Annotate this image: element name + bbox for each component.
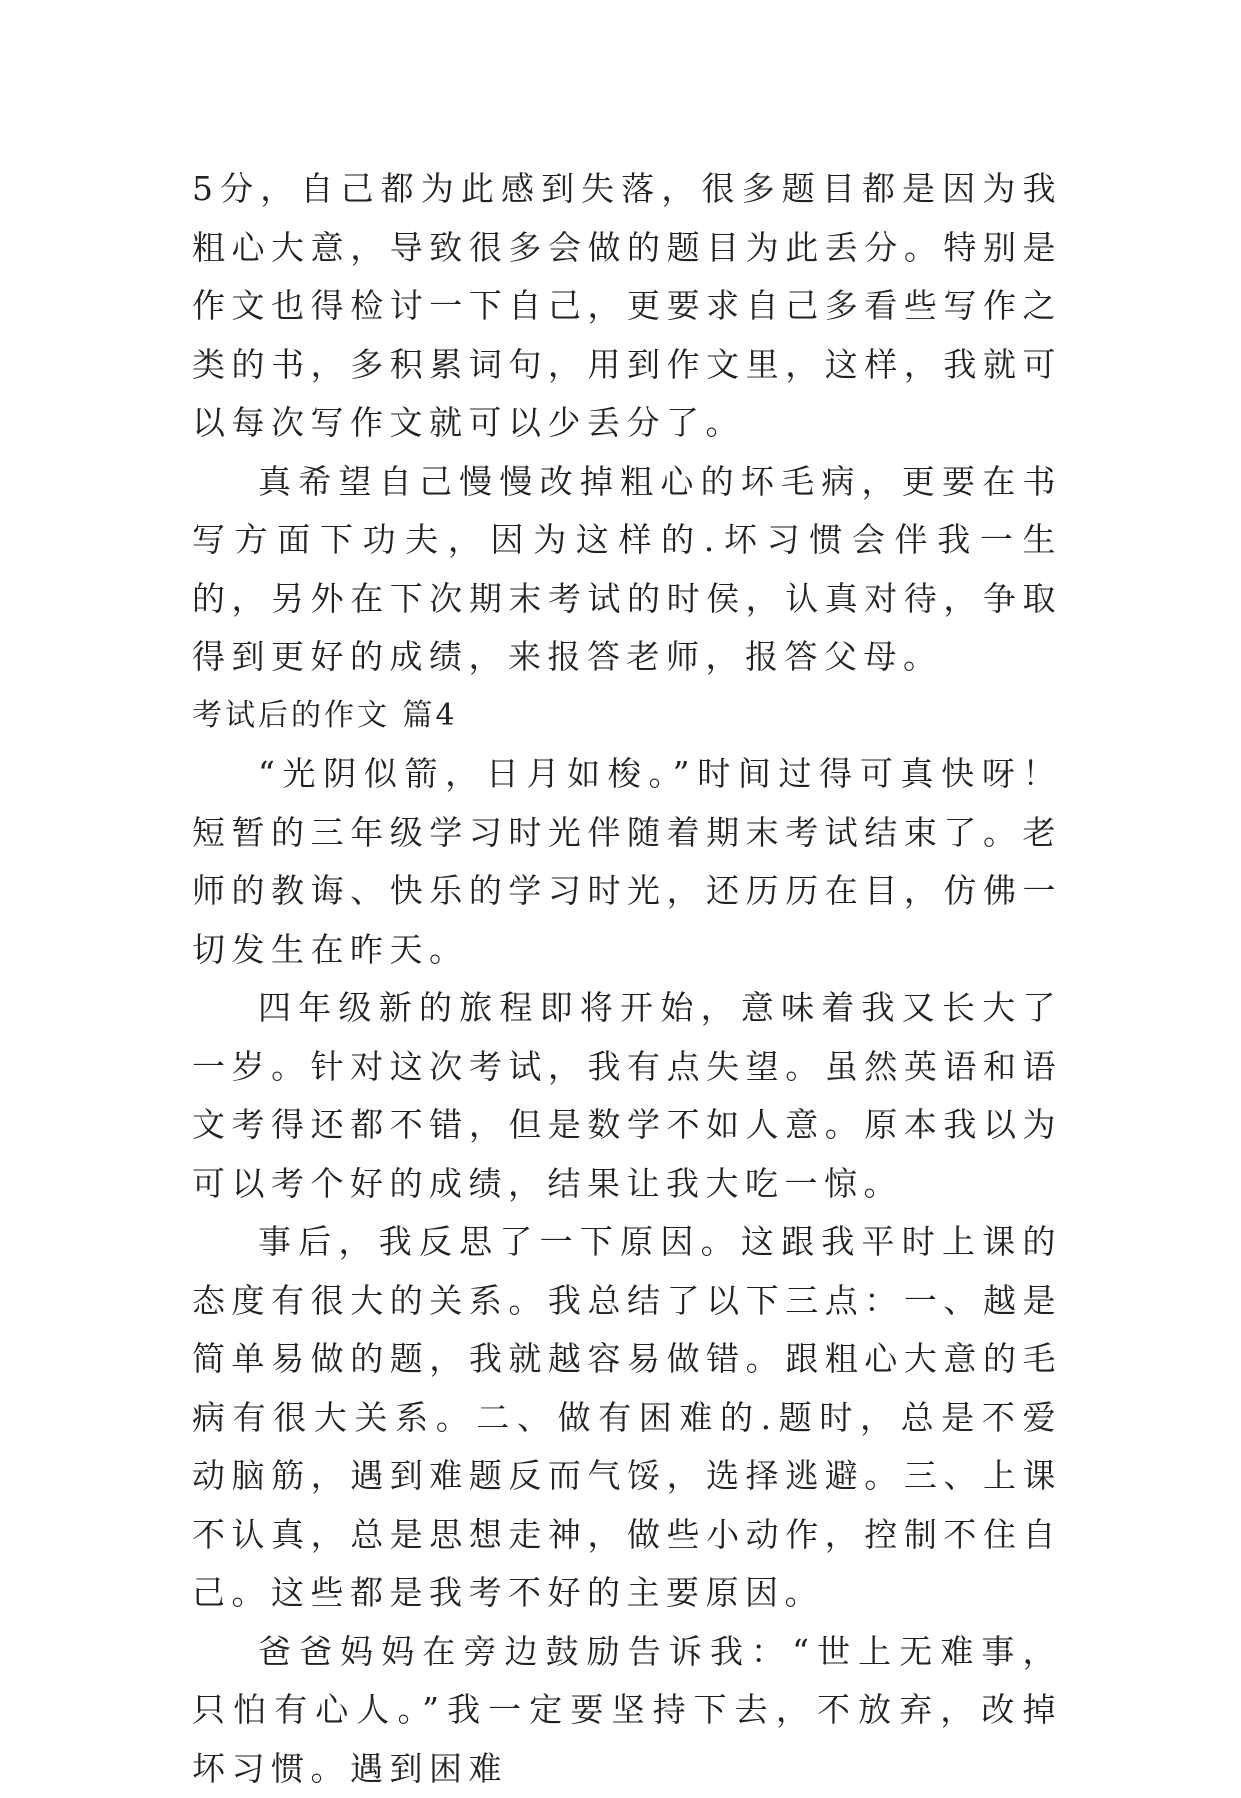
paragraph-4: 四年级新的旅程即将开始，意味着我又长大了一岁。针对这次考试，我有点失望。虽然英语和语文考得还都不错，但是数学不如人意。原本我以为可以考个好的成绩，结果让我大吃一惊。	[192, 979, 1062, 1213]
section-title: 考试后的作文 篇4	[192, 687, 1062, 746]
paragraph-6: 爸爸妈妈在旁边鼓励告诉我：“世上无难事，只怕有心人。”我一定要坚持下去，不放弃，改掉坏习惯。遇到困难	[192, 1623, 1062, 1798]
paragraph-3: “光阴似箭，日月如梭。”时间过得可真快呀！短暂的三年级学习时光伴随着期末考试结束了。老师的教诲、快乐的学习时光，还历历在目，仿佛一切发生在昨天。	[192, 745, 1062, 979]
paragraph-2: 真希望自己慢慢改掉粗心的坏毛病，更要在书写方面下功夫，因为这样的.坏习惯会伴我一生的，另外在下次期末考试的时侯，认真对待，争取得到更好的成绩，来报答老师，报答父母。	[192, 453, 1062, 687]
paragraph-5: 事后，我反思了一下原因。这跟我平时上课的态度有很大的关系。我总结了以下三点：一、越是简单易做的题，我就越容易做错。跟粗心大意的毛病有很大关系。二、做有困难的.题时，总是不爱动脑筋，遇到难题反而气馁，选择逃避。三、上课不认真，总是思想走神，做些小动作，控制不住自己。这些都是我考不好的主要原因。	[192, 1213, 1062, 1623]
paragraph-1: 5分，自己都为此感到失落，很多题目都是因为我粗心大意，导致很多会做的题目为此丢分。特别是作文也得检讨一下自己，更要求自己多看些写作之类的书，多积累词句，用到作文里，这样，我就可以每次写作文就可以少丢分了。	[192, 160, 1062, 453]
document-body	[192, 160, 1062, 1798]
